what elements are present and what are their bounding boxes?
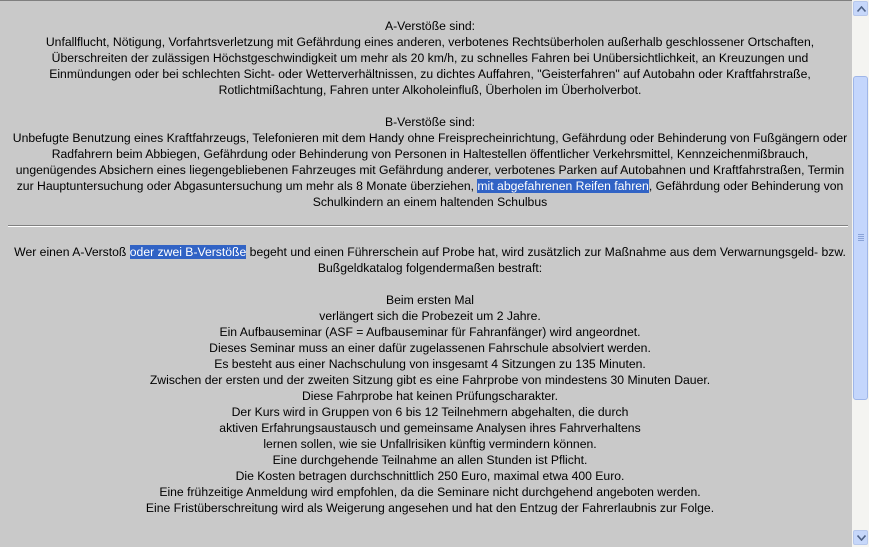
scroll-up-button[interactable] (853, 1, 868, 16)
first-offense-line: Diese Fahrprobe hat keinen Prüfungscharakter. (301, 389, 559, 403)
first-offense-line: Der Kurs wird in Gruppen von 6 bis 12 Teilnehmern abgehalten, die durch (231, 405, 629, 419)
grip-icon (858, 236, 864, 237)
first-offense-line: Eine Fristüberschreitung wird als Weigerung angesehen und hat den Entzug der Fahrerlaubnis zur Folge. (145, 501, 715, 515)
first-offense-line: Eine durchgehende Teilnahme an allen Stunden ist Pflicht. (272, 453, 588, 467)
b-violations-section (12, 114, 848, 210)
grip-icon (858, 238, 864, 239)
probation-intro-start: Wer einen A-Verstoß (14, 245, 130, 259)
b-violations-text-start: Unbefugte Benutzung eines Kraftfahrzeugs, Telefonieren mit dem Handy ohne Freisprecheinrichtung, Gefährdung oder Behinderung von Fußgängern oder Radfahrern beim Abbiegen, Gefährdung oder Behinderung von Personen in Haltestellen öffentlicher Verkehrsmittel, Kennzeichenmißbrauch, ungenügendes Absichern eines liegengebliebenen Fahrzeuges mit Gefährdung anderer, verbotenes Parken auf Autobahnen und Kraftfahrstraßen, Termin zur Hauptuntersuchung oder Abgasuntersuchung um mehr als 8 Monate überziehen, (12, 131, 848, 193)
first-offense-line: Die Kosten betragen durchschnittlich 250 Euro, maximal etwa 400 Euro. (235, 469, 625, 483)
a-violations-text: Unfallflucht, Nötigung, Vorfahrtsverletzung mit Gefährdung eines anderen, verbotenes Rechtsüberholen außerhalb geschlossener Ortschaften, Überschreiten der zulässigen Höchstgeschwindigkeit um mehr als 20 km/h, zu schnelles Fahren bei Unübersichtlichkeit, an Kreuzungen und Einmündungen oder bei schlechten Sicht- oder Wetterverhältnissen, zu dichtes Auffahren, "Geisterfahren" auf Autobahn oder Kraftfahrstraße, Rotlichtmißachtung, Fahren unter Alkoholeinfluß, Überholen im Überholverbot. (45, 35, 815, 97)
probation-intro (12, 244, 848, 276)
first-offense-line: lernen sollen, wie sie Unfallrisiken künftig vermindern können. (263, 437, 597, 451)
horizontal-divider (8, 225, 848, 227)
scrollbar-thumb[interactable] (853, 76, 868, 400)
first-offense-line: aktiven Erfahrungsaustausch und gemeinsame Analysen ihres Fahrverhaltens (219, 421, 641, 435)
arrow-down-icon (857, 535, 866, 541)
selected-text-tires[interactable]: mit abgefahrenen Reifen fahren (477, 179, 649, 193)
scroll-down-button[interactable] (853, 530, 868, 545)
first-offense-line: Eine frühzeitige Anmeldung wird empfohlen, da die Seminare nicht durchgehend angeboten werden. (159, 485, 701, 499)
first-offense-line: Es besteht aus einer Nachschulung von insgesamt 4 Sitzungen zu 135 Minuten. (214, 357, 646, 371)
b-violations-text-end: , Gefährdung oder Behinderung von Schulkindern an einem haltenden Schulbus (312, 179, 844, 209)
grip-icon (858, 234, 864, 235)
b-violations-text (12, 130, 848, 210)
probation-intro-end: begeht und einen Führerschein auf Probe hat, wird zusätzlich zur Maßnahme aus dem Verwarnungsgeld- bzw. Bußgeldkatalog folgendermaßen bestraft: (246, 245, 846, 275)
first-offense-line: verlängert sich die Probezeit um 2 Jahre. (319, 309, 541, 323)
first-offense-line: Ein Aufbauseminar (ASF = Aufbauseminar für Fahranfänger) wird angeordnet. (219, 325, 641, 339)
window-frame-top (0, 0, 852, 1)
b-violations-heading: B-Verstöße sind: (384, 115, 476, 129)
vertical-scrollbar[interactable] (852, 0, 869, 547)
first-offense-line: Dieses Seminar muss an einer dafür zugelassenen Fahrschule absolviert werden. (209, 341, 651, 355)
selected-text-b-violations[interactable]: oder zwei B-Verstöße (129, 245, 247, 259)
first-offense-line: Zwischen der ersten und der zweiten Sitzung gibt es eine Fahrprobe von mindestens 30 Minuten Dauer. (149, 373, 711, 387)
first-offense-section (12, 292, 848, 516)
first-offense-heading: Beim ersten Mal (385, 293, 475, 307)
a-violations-section (12, 18, 848, 98)
grip-icon (858, 240, 864, 241)
arrow-up-icon (857, 6, 866, 12)
a-violations-heading: A-Verstöße sind: (384, 19, 476, 33)
